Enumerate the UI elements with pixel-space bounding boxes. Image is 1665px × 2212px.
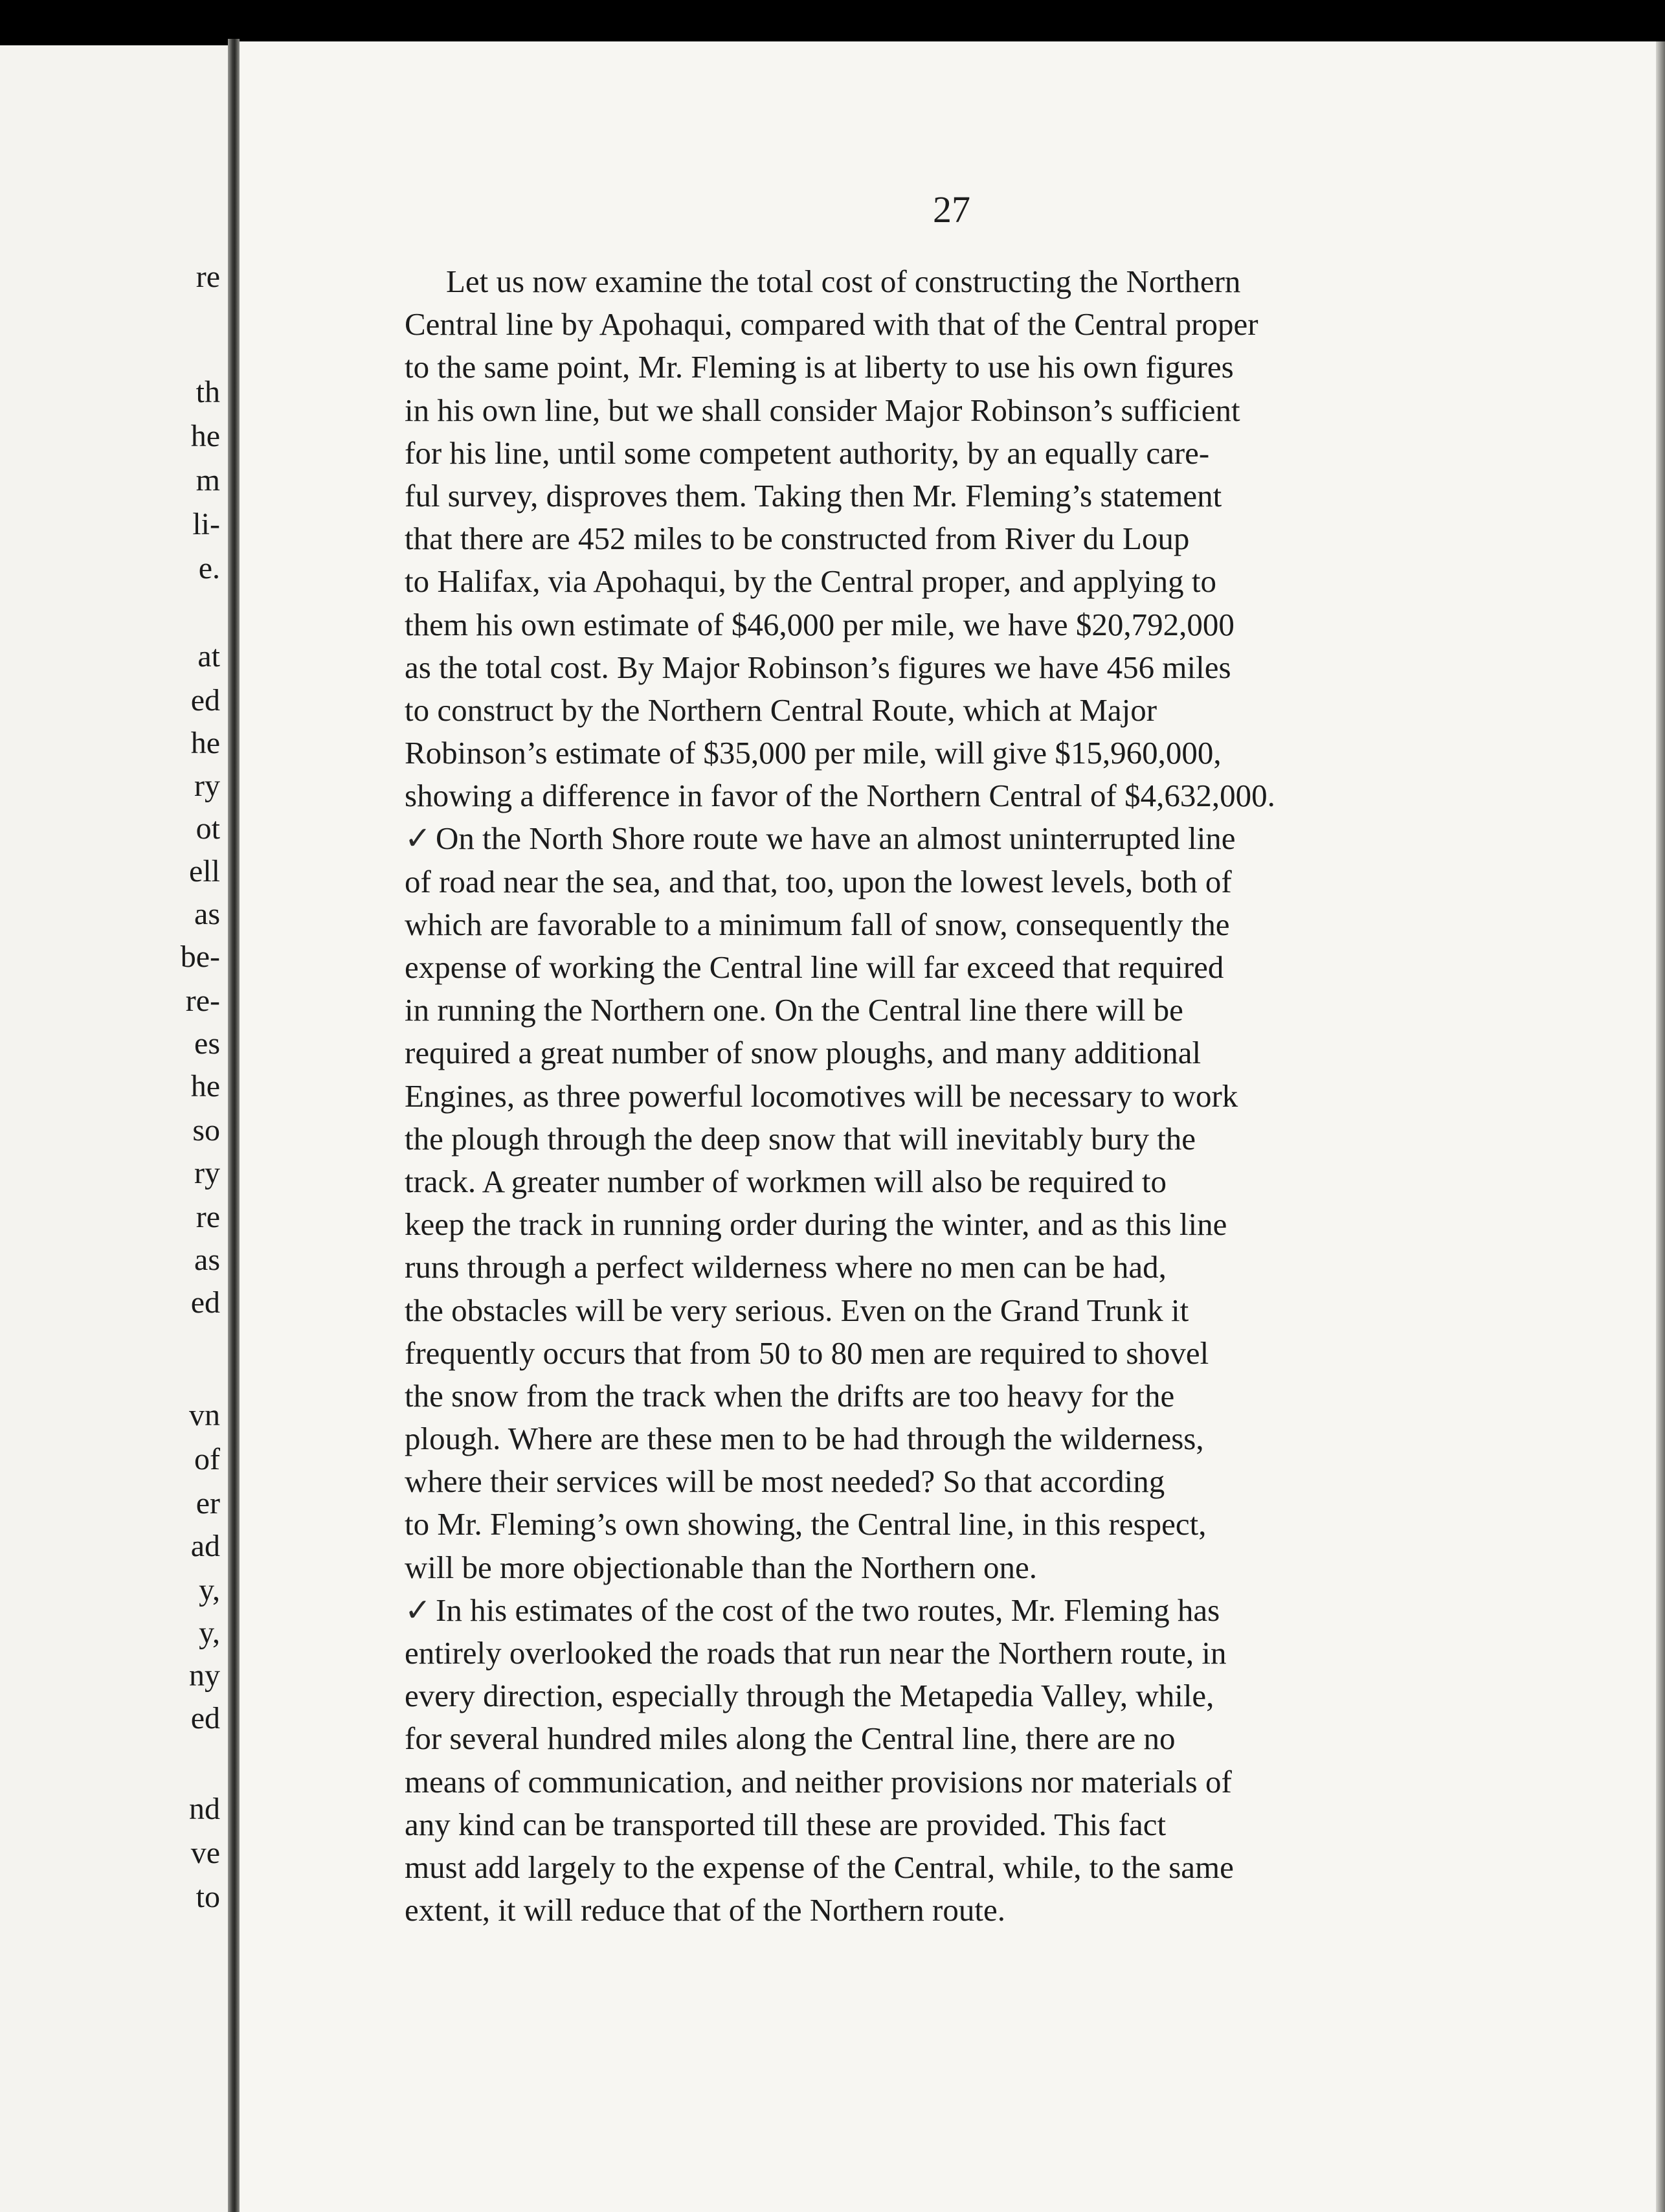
text-line: for several hundred miles along the Central line, there are no	[405, 1721, 1176, 1757]
left-fragment: he	[190, 419, 220, 453]
left-fragment: er	[196, 1486, 220, 1520]
text-line: Robinson’s estimate of $35,000 per mile, will give $15,960,000,	[405, 735, 1222, 771]
left-fragment: ot	[196, 811, 220, 846]
left-page	[0, 45, 228, 2212]
right-page	[240, 41, 1657, 2212]
left-fragment: at	[197, 639, 220, 673]
text-line: will be more objectionable than the Northern one.	[405, 1549, 1037, 1585]
left-fragment: ry	[194, 769, 220, 803]
text-line: showing a difference in favor of the Northern Central of $4,632,000.	[405, 778, 1275, 814]
left-fragment: nd	[189, 1792, 220, 1826]
text-line: as the total cost. By Major Robinson’s figures we have 456 miles	[405, 649, 1231, 685]
left-fragment: m	[196, 463, 220, 497]
left-fragment: ve	[190, 1836, 220, 1870]
left-fragment: li-	[192, 507, 220, 541]
text-line: Let us now examine the total cost of constructing the Northern	[446, 264, 1241, 299]
left-fragment: re	[196, 260, 220, 294]
left-fragment: of	[194, 1442, 220, 1476]
text-line: them his own estimate of $46,000 per mile, we have $20,792,000	[405, 606, 1235, 642]
text-line-with-tick	[405, 817, 1466, 860]
page-right-edge	[1656, 41, 1665, 2212]
text-line: to Halifax, via Apohaqui, by the Central proper, and applying to	[405, 563, 1217, 600]
left-fragment: ed	[190, 683, 220, 717]
text-line: any kind can be transported till these are provided. This fact	[405, 1806, 1167, 1842]
text-line: where their services will be most needed? So that according	[405, 1463, 1165, 1500]
text-line: the obstacles will be very serious. Even on the Grand Trunk it	[405, 1292, 1189, 1328]
text-line: in his own line, but we shall consider Major Robinson’s sufficient	[405, 392, 1240, 428]
left-fragment: ad	[190, 1529, 220, 1563]
text-line: to construct by the Northern Central Route, which at Major	[405, 692, 1157, 728]
text-line: which are favorable to a minimum fall of snow, consequently the	[405, 906, 1230, 942]
text-line: of road near the sea, and that, too, upon the lowest levels, both of	[405, 863, 1232, 899]
text-line: Engines, as three powerful locomotives will be necessary to work	[405, 1078, 1238, 1114]
left-fragment: ed	[190, 1701, 220, 1735]
page-body-text	[405, 260, 1466, 1932]
left-fragment: re	[196, 1200, 220, 1234]
text-line: keep the track in running order during the winter, and as this line	[405, 1206, 1227, 1243]
text-line: Central line by Apohaqui, compared with that of the Central proper	[405, 306, 1258, 343]
text-line: means of communication, and neither provisions nor materials of	[405, 1763, 1232, 1800]
left-fragment: re-	[185, 984, 220, 1018]
text-line: runs through a perfect wilderness where no men can be had,	[405, 1249, 1167, 1285]
text-line: expense of working the Central line will far exceed that required	[405, 949, 1224, 985]
left-fragment: th	[196, 375, 220, 409]
text-line: the snow from the track when the drifts are too heavy for the	[405, 1377, 1175, 1414]
text-line: to the same point, Mr. Fleming is at liberty to use his own figures	[405, 349, 1234, 385]
text-line: for his line, until some competent authority, by an equally care-	[405, 435, 1210, 471]
left-fragment: ell	[189, 854, 220, 888]
left-fragment: to	[196, 1880, 220, 1914]
left-fragment: ny	[189, 1658, 220, 1693]
tick-mark-icon: ✓	[405, 1592, 432, 1628]
left-fragment: e.	[198, 551, 220, 585]
text-line: plough. Where are these men to be had through the wilderness,	[405, 1421, 1204, 1457]
text-line: track. A greater number of workmen will also be required to	[405, 1163, 1167, 1199]
left-fragment: vn	[189, 1398, 220, 1432]
text-line: every direction, especially through the Metapedia Valley, while,	[405, 1678, 1214, 1714]
left-fragment: ry	[194, 1156, 220, 1190]
left-fragment: ed	[190, 1285, 220, 1320]
text-line: in running the Northern one. On the Central line there will be	[405, 992, 1183, 1028]
left-fragment: as	[194, 1243, 220, 1277]
left-fragment: y,	[199, 1616, 220, 1650]
left-fragment: he	[190, 726, 220, 760]
text-line: frequently occurs that from 50 to 80 men are required to shovel	[405, 1335, 1209, 1371]
text-line: that there are 452 miles to be constructed from River du Loup	[405, 521, 1190, 557]
left-fragment: es	[194, 1026, 220, 1061]
page-number: 27	[933, 188, 970, 231]
left-fragment: as	[194, 897, 220, 931]
book-gutter	[228, 39, 240, 2212]
text-line: must add largely to the expense of the Central, while, to the same	[405, 1849, 1234, 1885]
text-line: entirely overlooked the roads that run near the Northern route, in	[405, 1635, 1227, 1671]
text-line: ful survey, disproves them. Taking then Mr. Fleming’s statement	[405, 477, 1222, 514]
tick-mark-icon: ✓	[405, 820, 432, 857]
left-fragment: y,	[199, 1573, 220, 1607]
text-line: to Mr. Fleming’s own showing, the Central line, in this respect,	[405, 1506, 1207, 1542]
text-line: In his estimates of the cost of the two routes, Mr. Fleming has	[436, 1592, 1220, 1628]
text-line: required a great number of snow ploughs, and many additional	[405, 1035, 1201, 1071]
left-fragment: be-	[180, 940, 220, 974]
text-line-with-tick	[405, 1589, 1466, 1632]
text-line: On the North Shore route we have an almost uninterrupted line	[436, 820, 1236, 857]
text-line: the plough through the deep snow that will inevitably bury the	[405, 1120, 1196, 1157]
text-line: extent, it will reduce that of the Northern route.	[405, 1892, 1005, 1928]
left-fragment: so	[192, 1113, 220, 1147]
left-fragment: he	[190, 1069, 220, 1103]
